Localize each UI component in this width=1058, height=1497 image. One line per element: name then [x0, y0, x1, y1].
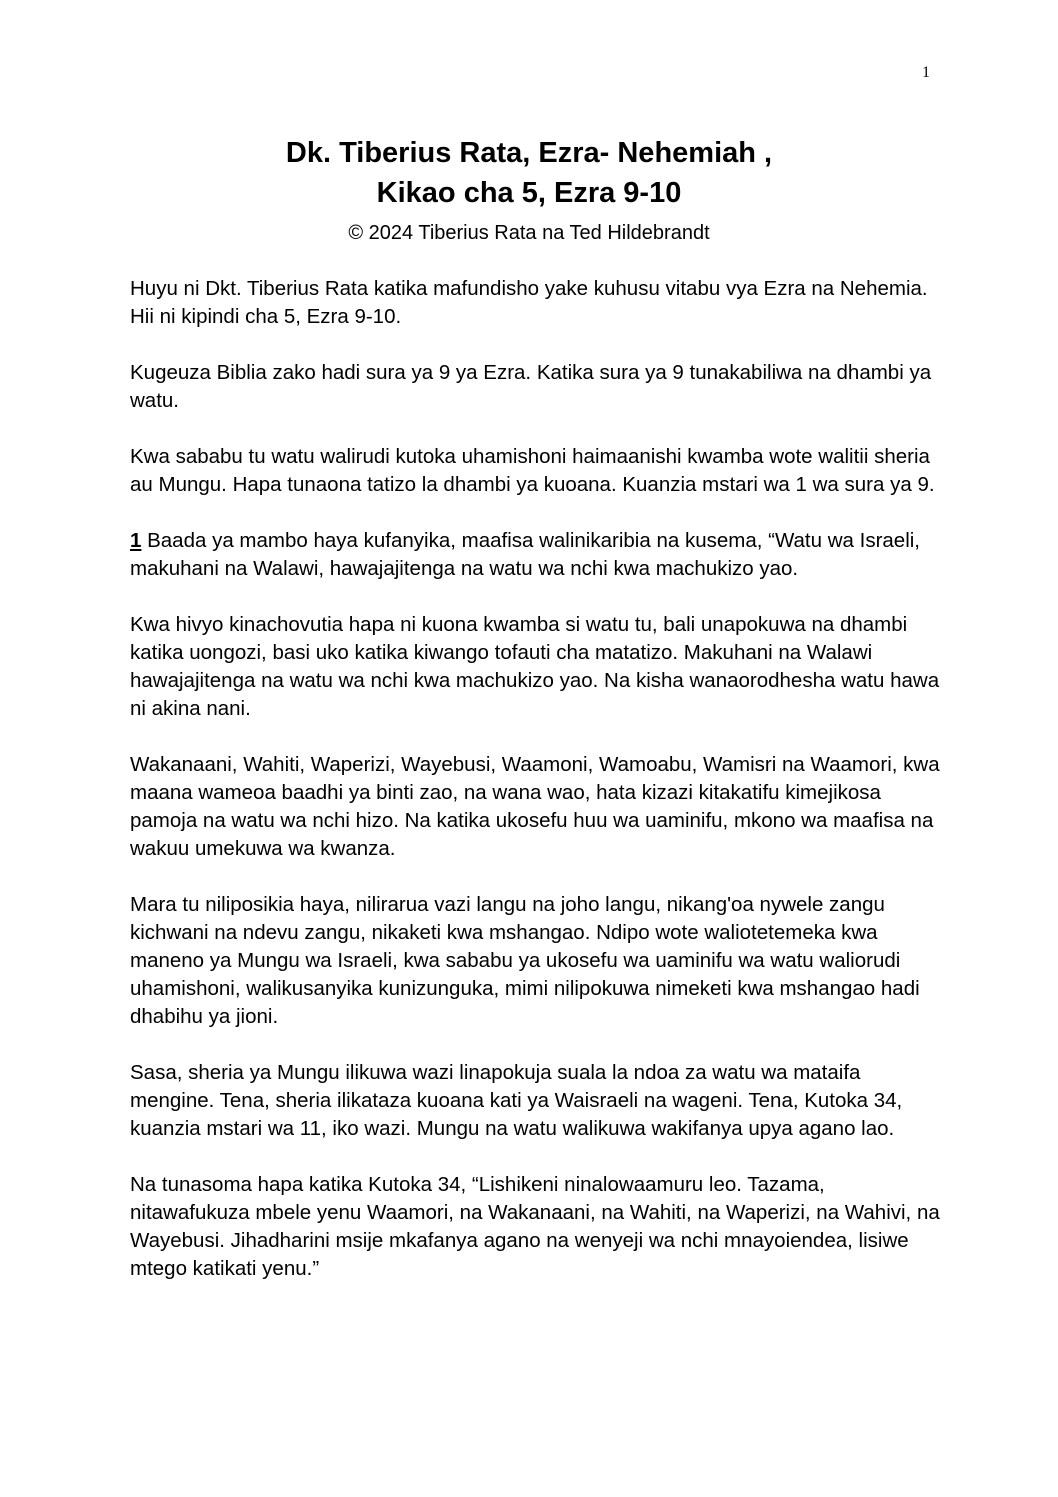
paragraph-verse-1 [130, 527, 940, 583]
paragraph-exodus-34: Na tunasoma hapa katika Kutoka 34, “Lishikeni ninalowaamuru leo. Tazama, nitawafukuza mbele yenu Waamori, na Wakanaani, na Wahiti, na Waperizi, na Wahivi, na Wayebusi. Jihadharini msije mkafanya agano na wenyeji wa nchi mnayoiendea, lisiwe mtego katikati yenu.” [130, 1173, 940, 1280]
document-title-line-2: Kikao cha 5, Ezra 9-10 [376, 177, 682, 209]
page-number: 1 [922, 64, 930, 81]
paragraph-intro: Huyu ni Dkt. Tiberius Rata katika mafundisho yake kuhusu vitabu vya Ezra na Nehemia. Hii ni kipindi cha 5, Ezra 9-10. [130, 277, 928, 328]
document-title-line-1: Dk. Tiberius Rata, Ezra- Nehemiah , [285, 137, 773, 169]
paragraph-chapter-reference: Kugeuza Biblia zako hadi sura ya 9 ya Ezra. Katika sura ya 9 tunakabiliwa na dhambi ya watu. [130, 361, 932, 412]
verse-1-text: Baada ya mambo haya kufanyika, maafisa walinikaribia na kusema, “Watu wa Israeli, makuhani na Walawi, hawajajitenga na watu wa nchi kwa machukizo yao. [130, 529, 921, 580]
document-body [130, 275, 940, 1311]
paragraph-leadership-sin: Kwa hivyo kinachovutia hapa ni kuona kwamba si watu tu, bali unapokuwa na dhambi katika uongozi, basi uko katika kiwango tofauti cha matatizo. Makuhani na Walawi hawajajitenga na watu wa nchi kwa machukizo yao. Na kisha wanaorodhesha watu hawa ni akina nani. [130, 613, 940, 720]
copyright-notice: © 2024 Tiberius Rata na Ted Hildebrandt [348, 222, 710, 244]
document-header [0, 133, 1058, 247]
verse-number: 1 [130, 529, 142, 552]
paragraph-exile-return: Kwa sababu tu watu walirudi kutoka uhamishoni haimaanishi kwamba wote walitii sheria au Mungu. Hapa tunaona tatizo la dhambi ya kuoana. Kuanzia mstari wa 1 wa sura ya 9. [130, 445, 935, 496]
paragraph-ezra-response: Mara tu niliposikia haya, nilirarua vazi langu na joho langu, nikang'oa nywele zangu kichwani na ndevu zangu, nikaketi kwa mshangao. Ndipo wote waliotetemeka kwa maneno ya Mungu wa Israeli, kwa sababu ya ukosefu wa uaminifu wa watu waliorudi uhamishoni, walikusanyika kunizunguka, mimi nilipokuwa nimeketi kwa mshangao hadi dhabihu ya jioni. [130, 893, 920, 1028]
paragraph-law-marriage: Sasa, sheria ya Mungu ilikuwa wazi linapokuja suala la ndoa za watu wa mataifa mengine. Tena, sheria ilikataza kuoana kati ya Waisraeli na wageni. Tena, Kutoka 34, kuanzia mstari wa 11, iko wazi. Mungu na watu walikuwa wakifanya upya agano lao. [130, 1061, 903, 1140]
paragraph-nations-list: Wakanaani, Wahiti, Waperizi, Wayebusi, Waamoni, Wamoabu, Wamisri na Waamori, kwa maana wameoa baadhi ya binti zao, na wana wao, hata kizazi kitakatifu kimejikosa pamoja na watu wa nchi hizo. Na katika ukosefu huu wa uaminifu, mkono wa maafisa na wakuu umekuwa wa kwanza. [130, 753, 940, 860]
